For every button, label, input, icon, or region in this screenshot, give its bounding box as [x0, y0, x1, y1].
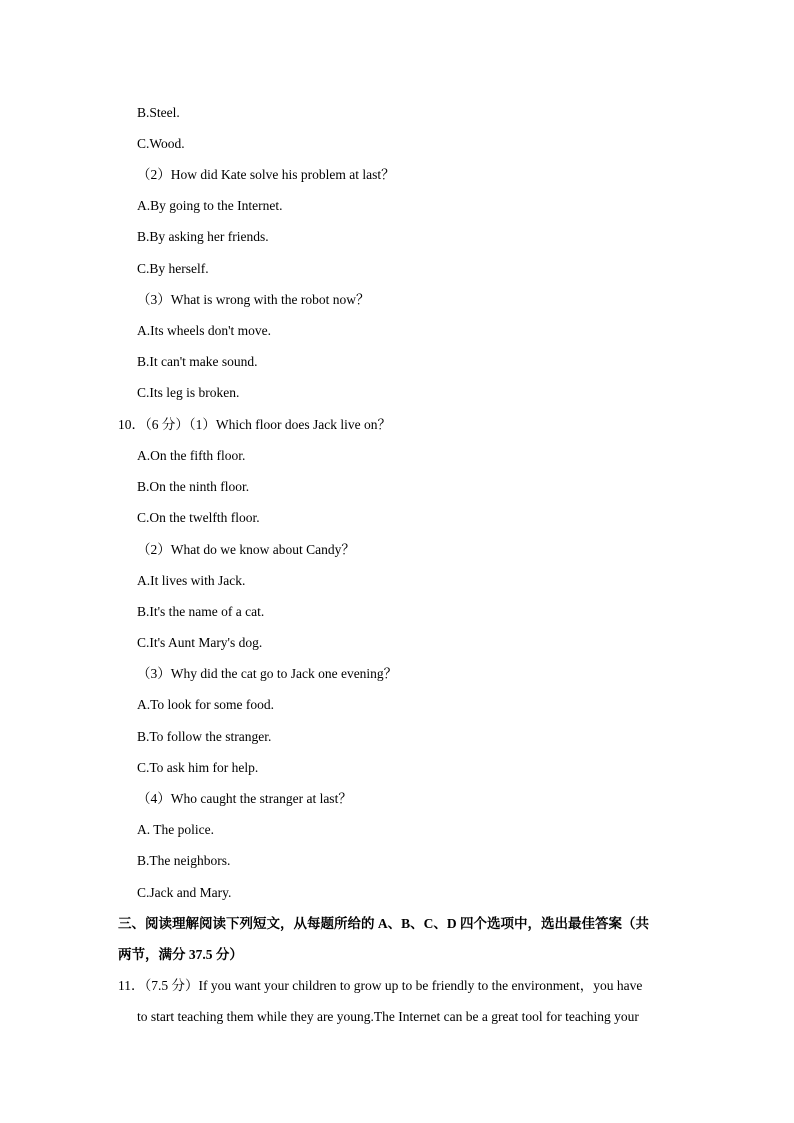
- q10-1-question: 10．（6 分）（1）Which floor does Jack live on？: [118, 417, 391, 432]
- q10-4-question: （4）Who caught the stranger at last？: [137, 791, 352, 806]
- q10-1-option-a: A.On the fifth floor.: [137, 448, 246, 463]
- q10-3-option-b: B.To follow the stranger.: [137, 729, 272, 744]
- q10-2-question: （2）What do we know about Candy？: [137, 542, 355, 557]
- q9-2-option-a: A.By going to the Internet.: [137, 198, 283, 213]
- q9-3-question: （3）What is wrong with the robot now？: [137, 292, 370, 307]
- q10-1-option-b: B.On the ninth floor.: [137, 479, 250, 494]
- q9-2-option-b: B.By asking her friends.: [137, 229, 269, 244]
- q10-2-option-c: C.It's Aunt Mary's dog.: [137, 635, 263, 650]
- q9-3-option-b: B.It can't make sound.: [137, 354, 258, 369]
- q10-3-question: （3）Why did the cat go to Jack one evening？: [137, 666, 398, 681]
- q10-3-option-a: A.To look for some food.: [137, 697, 275, 712]
- q10-2-option-a: A.It lives with Jack.: [137, 573, 246, 588]
- q9-1-option-c: C.Wood.: [137, 136, 185, 151]
- q9-3-option-c: C.Its leg is broken.: [137, 385, 240, 400]
- q10-1-option-c: C.On the twelfth floor.: [137, 510, 260, 525]
- q10-4-option-c: C.Jack and Mary.: [137, 885, 232, 900]
- q11-passage-line2: to start teaching them while they are young.The Internet can be a great tool for teaching your: [137, 1009, 639, 1024]
- section-3-heading-line1: 三、阅读理解阅读下列短文，从每题所给的 A、B、C、D 四个选项中，选出最佳答案（共: [118, 916, 650, 931]
- q9-3-option-a: A.Its wheels don't move.: [137, 323, 272, 338]
- q10-4-option-a: A. The police.: [137, 822, 214, 837]
- section-3-heading-line2: 两节，满分 37.5 分）: [118, 947, 243, 962]
- q11-passage-line1: 11．（7.5 分）If you want your children to grow up to be friendly to the environment，you have: [118, 978, 643, 993]
- q10-2-option-b: B.It's the name of a cat.: [137, 604, 265, 619]
- q10-4-option-b: B.The neighbors.: [137, 853, 231, 868]
- q9-1-option-b: B.Steel.: [137, 105, 180, 120]
- q10-3-option-c: C.To ask him for help.: [137, 760, 259, 775]
- q9-2-question: （2）How did Kate solve his problem at last？: [137, 167, 395, 182]
- q9-2-option-c: C.By herself.: [137, 261, 209, 276]
